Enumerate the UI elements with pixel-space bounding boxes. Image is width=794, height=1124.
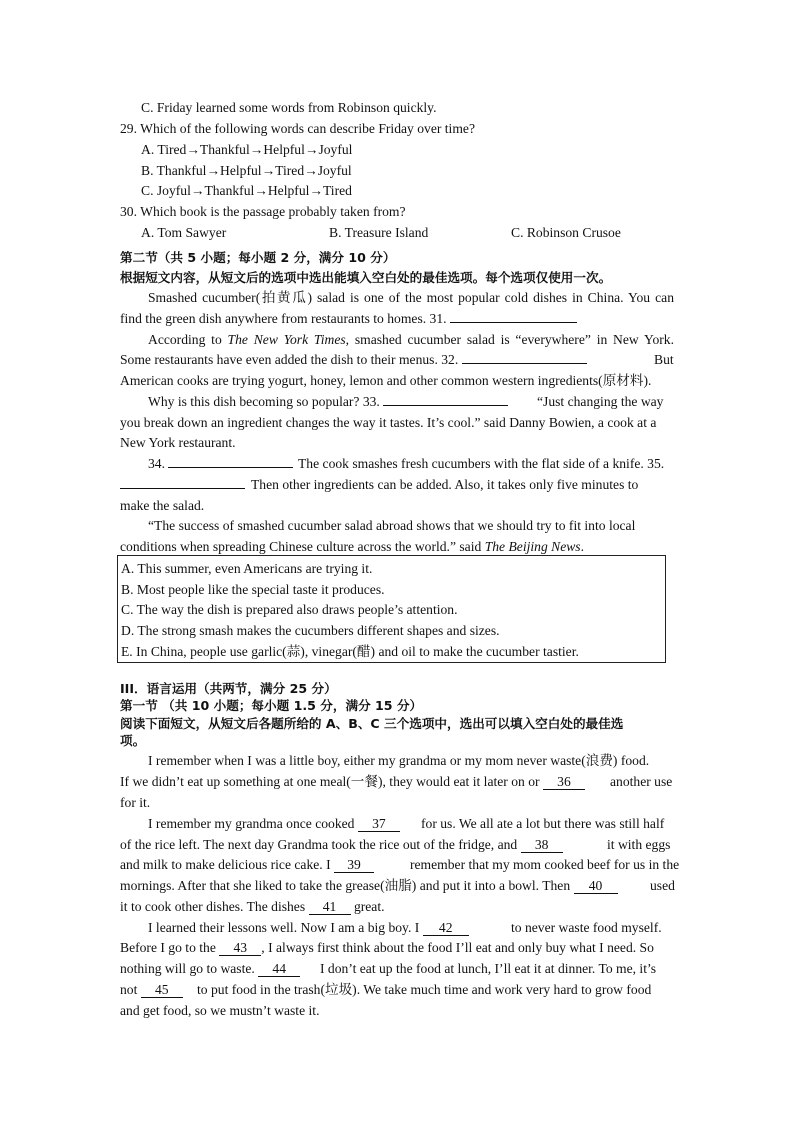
- cloze-blank-40: 40: [574, 879, 618, 894]
- cloze-line: not 45: [120, 983, 183, 998]
- option-d: D. The strong smash makes the cucumbers different shapes and sizes.: [121, 623, 500, 638]
- passage-line: American cooks are trying yogurt, honey, lemon and other common western ingredients(原材料).: [120, 373, 652, 388]
- cloze-blank-37: 37: [358, 817, 400, 832]
- passage-line: [120, 478, 245, 492]
- q30-stem: 30. Which book is the passage probably taken from?: [120, 204, 406, 219]
- passage-line: According to The New York Times, smashed cucumber salad is “everywhere” in New York.: [148, 332, 674, 347]
- cloze-blank-45: 45: [141, 983, 183, 998]
- cloze-line: I remember when I was a little boy, either my grandma or my mom never waste(浪费) food.: [148, 753, 650, 768]
- option-b: B. Most people like the special taste it produces.: [121, 582, 385, 597]
- part3-instruction: 阅读下面短文，从短文后各题所给的 A、B、C 三个选项中，选出可以填入空白处的最佳选: [120, 716, 624, 731]
- cloze-line: and milk to make delicious rice cake. I 39: [120, 858, 374, 873]
- cloze-blank-41: 41: [309, 900, 351, 915]
- passage-line: “The success of smashed cucumber salad abroad shows that we should try to fit into local: [148, 518, 636, 533]
- passage-line: conditions when spreading Chinese culture across the world.” said The Beijing News.: [120, 539, 585, 554]
- passage-line: New York restaurant.: [120, 435, 236, 450]
- cloze-line: of the rice left. The next day Grandma took the rice out of the fridge, and 38: [120, 838, 563, 853]
- answer-blank-34: [168, 467, 293, 468]
- q29-option-b: B. Thankful→Helpful→Tired→Joyful: [141, 163, 352, 178]
- part3-instruction-cont: 项。: [120, 733, 146, 748]
- option-c: C. The way the dish is prepared also draws people’s attention.: [121, 602, 458, 617]
- q30-option-b: B. Treasure Island: [329, 225, 429, 240]
- answer-blank-33: [383, 405, 508, 406]
- q29-option-c: C. Joyful→Thankful→Helpful→Tired: [141, 183, 352, 198]
- passage-word: But: [654, 352, 674, 367]
- cloze-line: nothing will go to waste. 44: [120, 962, 300, 977]
- cloze-line: I learned their lessons well. Now I am a big boy. I 42: [148, 921, 469, 936]
- cloze-line: I don’t eat up the food at lunch, I’ll eat it at dinner. To me, it’s: [320, 961, 657, 976]
- cloze-line: it to cook other dishes. The dishes 41 great.: [120, 899, 385, 914]
- q29-option-a: A. Tired→Thankful→Helpful→Joyful: [141, 142, 353, 157]
- option-e: E. In China, people use garlic(蒜), vinegar(醋) and oil to make the cucumber tastier.: [121, 644, 579, 659]
- q29-stem: 29. Which of the following words can describe Friday over time?: [120, 121, 475, 136]
- cloze-blank-36: 36: [543, 775, 585, 790]
- options-box: [117, 555, 666, 663]
- cloze-line: and get food, so we mustn’t waste it.: [120, 1003, 320, 1018]
- passage-line: Smashed cucumber(拍黄瓜) salad is one of the most popular cold dishes in China. You can: [148, 290, 674, 305]
- cloze-blank-39: 39: [334, 858, 374, 873]
- passage-line: 34.: [148, 457, 293, 471]
- cloze-line: used: [650, 878, 675, 893]
- cloze-line: to never waste food myself.: [511, 920, 662, 935]
- cloze-line: mornings. After that she liked to take the grease(油脂) and put it into a bowl. Then 40: [120, 879, 618, 894]
- cloze-blank-42: 42: [423, 921, 469, 936]
- q30-option-a: A. Tom Sawyer: [141, 225, 227, 240]
- cloze-line: for us. We all ate a lot but there was still half: [421, 816, 665, 831]
- cloze-line: it with eggs: [607, 837, 671, 852]
- part3-header: III．语言运用（共两节，满分 25 分）: [120, 681, 337, 696]
- cloze-blank-43: 43: [219, 941, 261, 956]
- cloze-line: Before I go to the 43 , I always first think about the food I’ll eat and only buy what I need. So: [120, 940, 654, 955]
- cloze-line: remember that my mom cooked beef for us in the: [410, 857, 680, 872]
- answer-blank-35: [120, 488, 245, 489]
- passage-line: you break down an ingredient changes the way it tastes. It’s cool.” said Danny Bowien, a cook at a: [120, 415, 657, 430]
- passage-line: The cook smashes fresh cucumbers with the flat side of a knife. 35.: [298, 456, 665, 471]
- passage-line: “Just changing the way: [537, 394, 664, 409]
- cloze-line: I remember my grandma once cooked 37: [148, 817, 400, 832]
- passage-line: make the salad.: [120, 498, 205, 513]
- answer-blank-31: [450, 322, 577, 323]
- section2-instruction: 根据短文内容，从短文后的选项中选出能填入空白处的最佳选项。每个选项仅使用一次。: [120, 270, 612, 285]
- cloze-line: If we didn’t eat up something at one meal(一餐), they would eat it later on or 36: [120, 775, 585, 790]
- cloze-line: for it.: [120, 795, 151, 810]
- source-title: The Beijing News: [484, 539, 581, 554]
- cloze-line: another use: [610, 774, 673, 789]
- cloze-blank-38: 38: [521, 838, 563, 853]
- q30-option-c: C. Robinson Crusoe: [511, 225, 621, 240]
- passage-line: Some restaurants have even added the dish to their menus. 32.: [120, 353, 587, 367]
- q28-option-c: C. Friday learned some words from Robinson quickly.: [141, 100, 437, 115]
- part3-subheader: 第一节 （共 10 小题；每小题 1.5 分，满分 15 分）: [120, 698, 423, 713]
- cloze-line: to put food in the trash(垃圾). We take much time and work very hard to grow food: [197, 982, 652, 997]
- source-title: The New York Times: [227, 332, 346, 347]
- passage-line: Then other ingredients can be added. Also, it takes only five minutes to: [251, 477, 639, 492]
- section2-header: 第二节（共 5 小题；每小题 2 分，满分 10 分）: [120, 250, 396, 265]
- cloze-blank-44: 44: [258, 962, 300, 977]
- passage-line: Why is this dish becoming so popular? 33.: [148, 395, 508, 409]
- option-a: A. This summer, even Americans are trying it.: [121, 561, 373, 576]
- answer-blank-32: [462, 363, 587, 364]
- passage-line: find the green dish anywhere from restaurants to homes. 31.: [120, 312, 577, 326]
